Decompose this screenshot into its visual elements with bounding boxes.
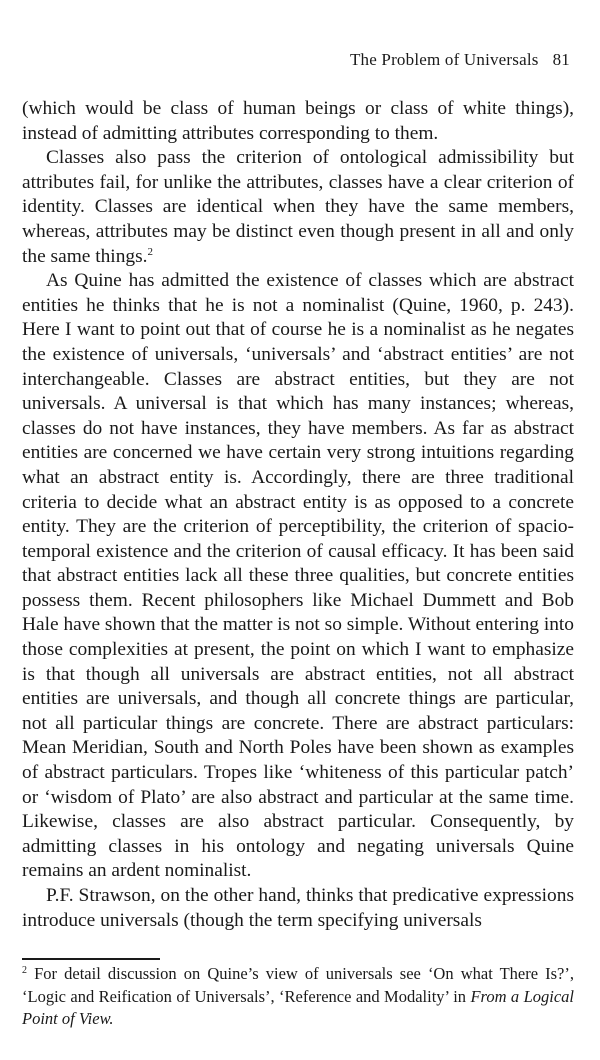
- footnote: [22, 963, 574, 1031]
- page-number: 81: [552, 50, 570, 69]
- paragraph: [22, 146, 574, 269]
- paragraph-text: Classes also pass the criterion of ontological admissibility but attributes fail, for unlike the attributes, classes have a clear criterion of identity. Classes are identical when they have the same members, whereas, attributes may be distinct even though present in all and only the same things.: [22, 147, 574, 267]
- footnote-reference: 2: [147, 245, 153, 258]
- paragraph: [22, 269, 574, 884]
- running-head-title: The Problem of Universals: [349, 50, 539, 69]
- running-head: [350, 50, 570, 70]
- footnote-number: 2: [22, 965, 27, 976]
- footnote-text: For detail discussion on Quine’s view of universals see ‘On what There Is?’, ‘Logic and Reification of Universals’, ‘Reference and Modality’ in: [22, 964, 575, 1006]
- footnote-book-title: From a Logical Point of View.: [22, 986, 574, 1028]
- paragraph-text: P.F. Strawson, on the other hand, thinks that predicative expressions introduce universals (though the term specifying universals: [22, 885, 574, 931]
- paragraph: [22, 884, 574, 933]
- paragraph: [22, 97, 574, 146]
- footnote-separator: [22, 958, 160, 960]
- paragraph-text: (which would be class of human beings or class of white things), instead of admitting attributes corresponding to them.: [22, 98, 574, 144]
- paragraph-text: As Quine has admitted the existence of classes which are abstract entities he thinks that he is not a nominalist (Quine, 1960, p. 243). Here I want to point out that of course he is a nominalist as he negates the existence of universals, ‘universals’ and ‘abstract entities’ are not interchangeable. Classes are abstract entities, but they are not universals. A universal is that which has many instances; whereas, classes do not have instances, they have members. As far as abstract entities are concerned we have certain very strong intuitions regarding what an abstract entity is. Accordingly, there are three traditional criteria to decide what an abstract entity is as opposed to a concrete entity. They are the criterion of perceptibility, the criterion of spacio-temporal existence and the criterion of causal efficacy. It has been said that abstract entities lack all these three qualities, but concrete entities possess them. Recent philosophers like Michael Dummett and Bob Hale have shown that the matter is not so simple. Without entering into those complexities at present, the point on which I want to emphasize is that though all universals are abstract entities, not all abstract entities are universals, and though all concrete things are particular, not all particular things are concrete. There are abstract particulars: Mean Meridian, South and North Poles have been shown as examples of abstract particulars. Tropes like ‘whiteness of this particular patch’ or ‘wisdom of Plato’ are also abstract and particular at the same time. Likewise, classes are also abstract particular. Consequently, by admitting classes in his ontology and negating universals Quine remains an ardent nominalist.: [22, 270, 574, 882]
- body-text: [22, 97, 574, 933]
